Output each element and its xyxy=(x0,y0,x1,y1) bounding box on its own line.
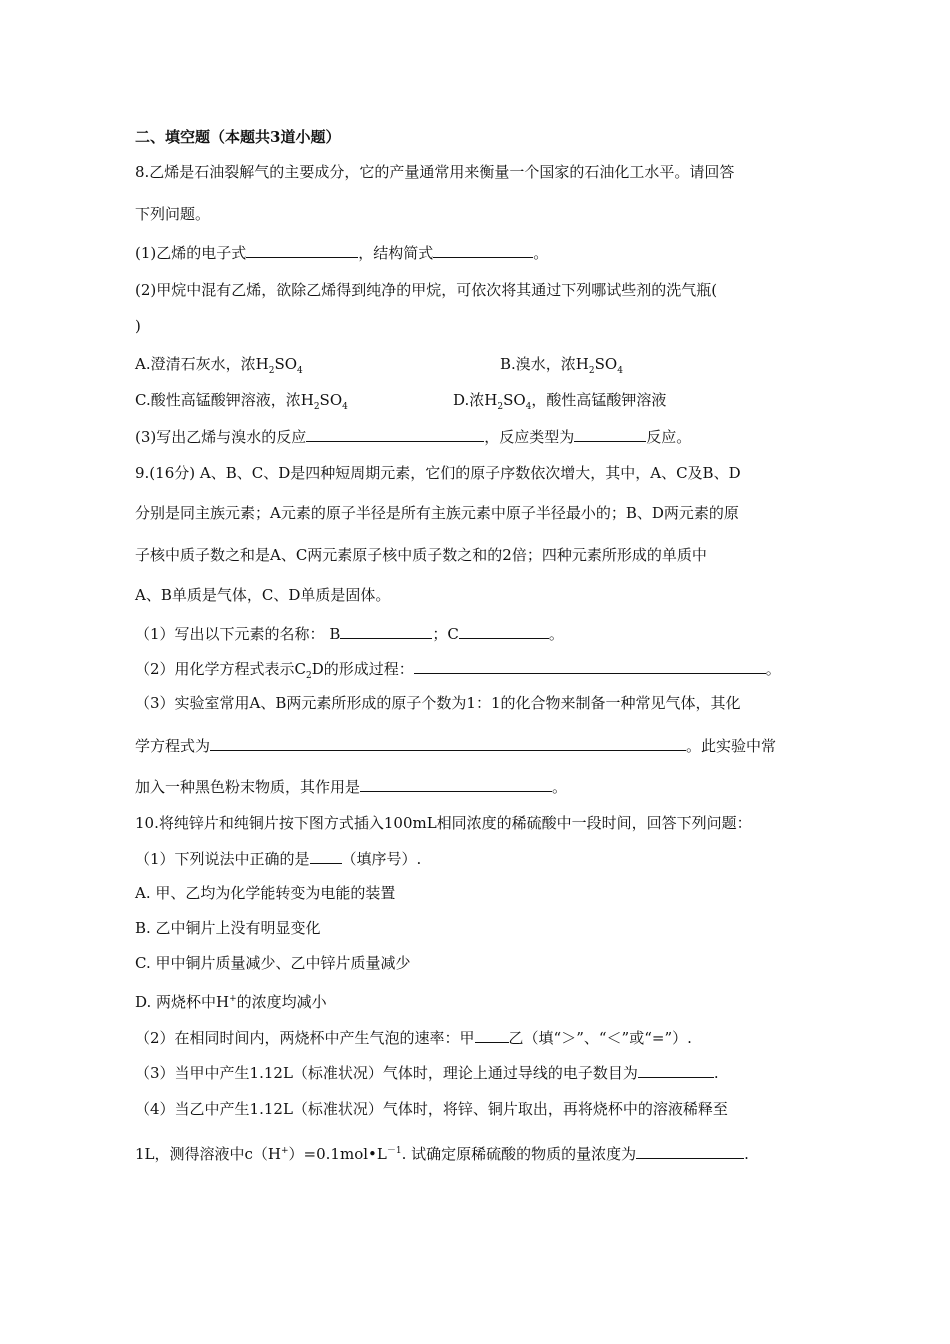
answer-blank[interactable] xyxy=(638,1062,714,1078)
q9-stem-line1: 9.(16分) A、B、C、D是四种短周期元素，它们的原子序数依次增大，其中，A、C及B、D xyxy=(135,464,741,482)
q9-part3-label: 学方程式为 xyxy=(135,737,211,755)
q8-option-c: C.酸性高锰酸钾溶液，浓$H_2SO_4$ xyxy=(135,391,348,412)
q8-part1-label2: ，结构简式 xyxy=(358,244,434,262)
answer-blank[interactable] xyxy=(310,848,342,864)
q8-part3-label: (3)写出乙烯与溴水的反应 xyxy=(135,428,307,446)
q8-options-cd xyxy=(135,390,835,417)
q8-part1-label: (1)乙烯的电子式 xyxy=(135,244,247,262)
q9-part3-label3: 加入一种黑色粉末物质，其作用是 xyxy=(135,778,361,796)
q8-part2-line2: ) xyxy=(135,317,141,335)
answer-blank[interactable] xyxy=(360,776,552,792)
answer-blank[interactable] xyxy=(475,1027,509,1043)
answer-blank[interactable] xyxy=(636,1143,744,1159)
q8-option-a: A.澄清石灰水，浓$H_2SO_4$ xyxy=(135,355,303,376)
q10-option-d: D. 两烧杯中H+的浓度均减小 xyxy=(135,993,327,1011)
q10-part2-label2: 乙（填“＞”、“＜”或“=”）. xyxy=(508,1029,692,1047)
q10-part3-label: （3）当甲中产生1.12L（标准状况）气体时，理论上通过导线的电子数目为 xyxy=(135,1064,638,1082)
q10-option-c: C. 甲中铜片质量减少、乙中锌片质量减少 xyxy=(135,954,411,972)
q9-part1-label2: ；C xyxy=(432,625,459,643)
q8-stem-line1: 8.乙烯是石油裂解气的主要成分，它的产量通常用来衡量一个国家的石油化工水平。请回答 xyxy=(135,163,735,181)
q10-option-b: B. 乙中铜片上没有明显变化 xyxy=(135,919,321,937)
q10-part3 xyxy=(135,1062,719,1083)
answer-blank[interactable] xyxy=(340,623,432,639)
q9-stem-line3: 子核中质子数之和是A、C两元素原子核中质子数之和的2倍；四种元素所形成的单质中 xyxy=(135,546,707,564)
q9-part1 xyxy=(135,623,564,644)
answer-blank[interactable] xyxy=(433,242,533,258)
q9-part3-end: 。 xyxy=(552,778,568,796)
q8-part3 xyxy=(135,426,691,447)
q9-part3-line1: （3）实验室常用A、B两元素所形成的原子个数为1：1的化合物来制备一种常见气体，其化 xyxy=(135,694,741,712)
q9-stem-line2: 分别是同主族元素；A元素的原子半径是所有主族元素中原子半径最小的；B、D两元素的原 xyxy=(135,504,739,522)
q8-stem-line2: 下列问题。 xyxy=(135,205,211,223)
q10-part2-label: （2）在相同时间内，两烧杯中产生气泡的速率：甲 xyxy=(135,1029,475,1047)
q9-part2-end: 。 xyxy=(765,660,781,678)
q10-part4-line1: （4）当乙中产生1.12L（标准状况）气体时，将锌、铜片取出，再将烧杯中的溶液稀释至 xyxy=(135,1100,728,1118)
q10-option-a: A. 甲、乙均为化学能转变为电能的装置 xyxy=(135,884,396,902)
q10-part1 xyxy=(135,848,421,869)
q8-options-ab xyxy=(135,354,835,381)
q9-part3-line2 xyxy=(135,735,776,756)
q10-part1-label: （1）下列说法中正确的是 xyxy=(135,850,310,868)
q10-part4-line2: 1L，测得溶液中$c(H^+)=0.1mol•L^{-1}$. 试确定原稀硫酸的物质的量浓度为 . xyxy=(135,1145,749,1163)
q8-part3-end: 反应。 xyxy=(646,428,692,446)
q8-part3-label2: ，反应类型为 xyxy=(484,428,575,446)
answer-blank[interactable] xyxy=(306,426,484,442)
answer-blank[interactable] xyxy=(574,426,646,442)
q9-part1-end: 。 xyxy=(548,625,564,643)
q9-part3-line3 xyxy=(135,776,567,797)
q9-part2-label: （2）用化学方程式表示C xyxy=(135,660,307,678)
q10-part1-label2: （填序号）. xyxy=(341,850,422,868)
q10-part2 xyxy=(135,1027,692,1048)
q9-stem-line4: A、B单质是气体，C、D单质是固体。 xyxy=(135,586,391,604)
q9-part2: （2）用化学方程式表示$C_2D$的形成过程： 。 xyxy=(135,660,781,681)
answer-blank[interactable] xyxy=(459,623,549,639)
q8-option-b: B.溴水，浓$H_2SO_4$ xyxy=(500,355,623,376)
section-title: 二、填空题（本题共3道小题） xyxy=(135,128,341,146)
q8-part1 xyxy=(135,242,548,263)
q8-part2-line1: (2)甲烷中混有乙烯，欲除乙烯得到纯净的甲烷，可依次将其通过下列哪试些剂的洗气瓶( xyxy=(135,281,718,299)
q9-part1-label: （1）写出以下元素的名称： B xyxy=(135,625,341,643)
q10-stem: 10.将纯锌片和纯铜片按下图方式插入100mL相同浓度的稀硫酸中一段时间，回答下列问题： xyxy=(135,814,752,832)
q8-part1-end: 。 xyxy=(533,244,549,262)
answer-blank[interactable] xyxy=(246,242,358,258)
q8-option-d: D.浓$H_2SO_4$，酸性高锰酸钾溶液 xyxy=(453,391,667,412)
answer-blank[interactable] xyxy=(210,735,686,751)
q10-part3-end: . xyxy=(713,1064,719,1082)
q9-part3-label2: 。此实验中常 xyxy=(686,737,777,755)
answer-blank[interactable] xyxy=(414,658,766,674)
q9-part2-label2: D的形成过程： xyxy=(311,660,414,678)
